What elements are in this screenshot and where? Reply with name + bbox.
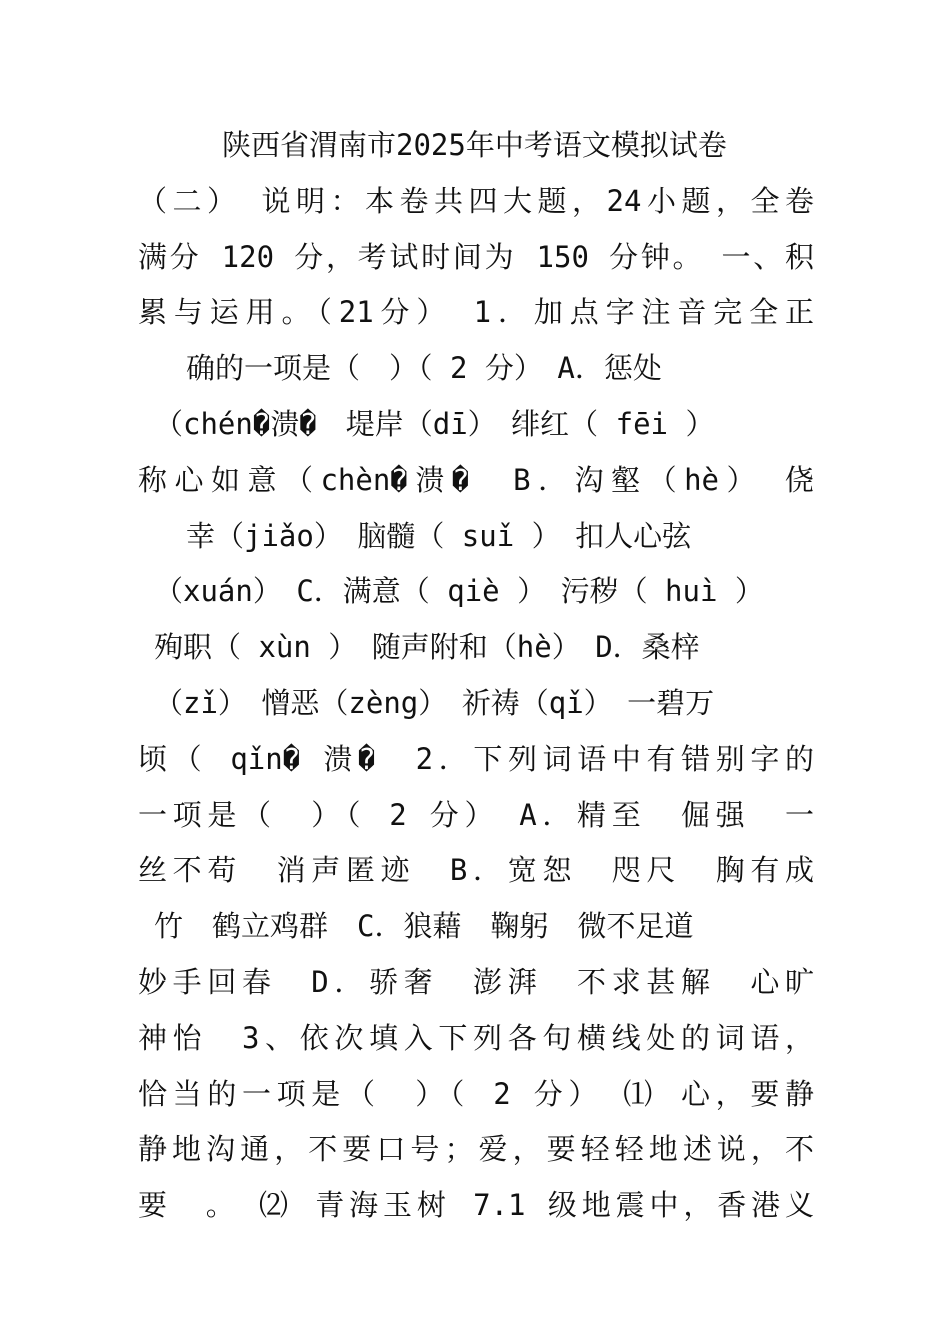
text-line: （chén�溃� 堤岸（dī） 绯红（ fēi ） bbox=[154, 406, 715, 441]
text-line: 幸（jiǎo） 脑髓（ suǐ ） 扣人心弦 bbox=[186, 518, 692, 553]
text-line: （zǐ） 憎恶（zèng） 祈祷（qǐ） 一碧万 bbox=[154, 685, 715, 720]
text-line: 累与运用。（21分） 1．加点字注音完全正 bbox=[138, 295, 814, 330]
text-line: 满分 120 分，考试时间为 150 分钟。 一、积 bbox=[138, 239, 814, 274]
document-body bbox=[138, 118, 814, 1234]
document-title: 陕西省渭南市2025年中考语文模拟试卷 bbox=[222, 128, 727, 162]
text-line: 恰当的一项是（ ）（ 2 分） ⑴ 心，要静 bbox=[138, 1076, 814, 1111]
text-line: 殉职（ xùn ） 随声附和（hè） D．桑梓 bbox=[154, 630, 700, 665]
text-line: 妙手回春 D．骄奢 澎湃 不求甚解 心旷 bbox=[138, 964, 814, 999]
text-line: 要 。 ⑵ 青海玉树 7.1 级地震中，香港义 bbox=[138, 1188, 814, 1223]
text-line: 竹 鹤立鸡群 C．狼藉 鞠躬 微不足道 bbox=[154, 909, 694, 944]
text-line: （xuán） C．满意（ qiè ） 污秽（ huì ） bbox=[154, 574, 764, 609]
text-line: 确的一项是（ ）（ 2 分） A．惩处 bbox=[186, 351, 662, 386]
text-line: 静地沟通，不要口号；爱，要轻轻地述说，不 bbox=[138, 1132, 814, 1167]
text-line: （二） 说明：本卷共四大题，24小题，全卷 bbox=[138, 183, 814, 218]
text-line: 称心如意（chèn�溃� B．沟壑（hè） 侥 bbox=[138, 462, 814, 497]
text-line: 神怡 3、依次填入下列各句横线处的词语， bbox=[138, 1020, 814, 1055]
text-line: 一项是（ ）（ 2 分） A．精至 倔强 一 bbox=[138, 797, 814, 832]
text-line: 丝不苟 消声匿迹 B．宽恕 咫尺 胸有成 bbox=[138, 853, 814, 888]
text-line: 顷（ qǐn� 溃� 2．下列词语中有错别字的 bbox=[138, 741, 814, 776]
